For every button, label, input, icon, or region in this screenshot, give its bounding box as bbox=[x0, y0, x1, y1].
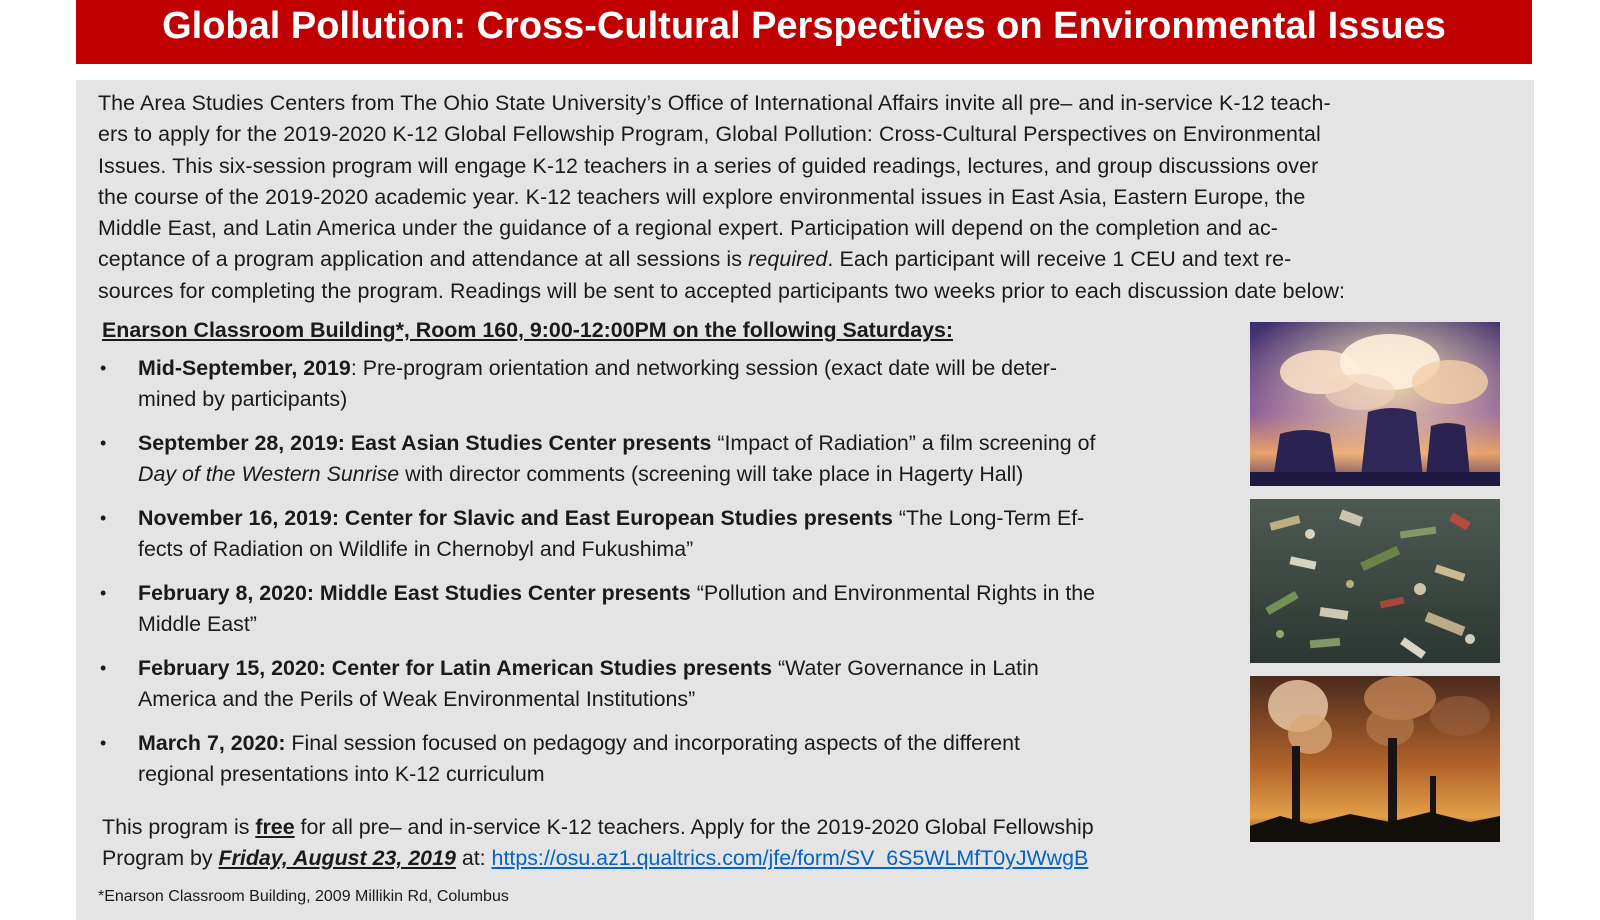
free-emphasis: free bbox=[255, 815, 295, 839]
intro-text: . Each participant will receive 1 CEU and text re- bbox=[827, 247, 1292, 272]
intro-text: ceptance of a program application and attendance at all sessions is bbox=[98, 247, 749, 272]
session-description: with director comments (screening will take place in Hagerty Hall) bbox=[399, 462, 1024, 486]
session-date: September 28, 2019: East Asian Studies Center presents bbox=[138, 431, 712, 455]
session-date: February 8, 2020: Middle East Studies Center presents bbox=[138, 581, 691, 605]
session-description: America and the Perils of Weak Environmental Institutions” bbox=[138, 687, 696, 711]
required-emphasis: required bbox=[748, 247, 828, 272]
session-description: “Water Governance in Latin bbox=[772, 656, 1039, 680]
bullet: • bbox=[100, 583, 107, 603]
apply-text: Program by bbox=[102, 846, 219, 870]
polluted-water-photo bbox=[1250, 499, 1500, 663]
intro-line: the course of the 2019-2020 academic year. K-12 teachers will explore environmental issues in East Asia, Eastern Europe, the bbox=[98, 184, 1306, 209]
intro-line: The Area Studies Centers from The Ohio State University’s Office of International Affairs invite all pre– and in-service K-12 teach- bbox=[98, 91, 1331, 115]
apply-text: at: bbox=[455, 846, 492, 870]
application-link[interactable]: https://osu.az1.qualtrics.com/jfe/form/SV_6S5WLMfT0yJWwgB bbox=[491, 846, 1089, 870]
session-description: mined by participants) bbox=[138, 387, 348, 411]
footnote: *Enarson Classroom Building, 2009 Millikin Rd, Columbus bbox=[98, 888, 509, 905]
intro-line: sources for completing the program. Readings will be sent to accepted participants two weeks prior to each discussion date below: bbox=[98, 278, 1346, 303]
intro-line: Issues. This six-session program will engage K-12 teachers in a series of guided readings, lectures, and group discussions over bbox=[98, 153, 1319, 178]
intro-line: ers to apply for the 2019-2020 K-12 Global Fellowship Program, Global Pollution: Cross-Cultural Perspectives on Environmental bbox=[98, 122, 1321, 147]
session-description: “Impact of Radiation” a film screening of bbox=[711, 431, 1096, 455]
bullet: • bbox=[100, 508, 107, 528]
session-description: Final session focused on pedagogy and incorporating aspects of the different bbox=[285, 731, 1020, 755]
apply-text: This program is bbox=[102, 815, 256, 839]
session-description: regional presentations into K-12 curriculum bbox=[138, 762, 545, 786]
cooling-towers-photo bbox=[1250, 322, 1500, 486]
film-title: Day of the Western Sunrise bbox=[138, 462, 400, 486]
session-date: Mid-September, 2019 bbox=[138, 356, 351, 380]
bullet: • bbox=[100, 658, 107, 678]
session-date: February 15, 2020: Center for Latin American Studies presents bbox=[138, 656, 773, 680]
session-description: Middle East” bbox=[138, 612, 257, 636]
deadline-date: Friday, August 23, 2019 bbox=[218, 846, 456, 870]
apply-text: for all pre– and in-service K-12 teachers. Apply for the 2019-2020 Global Fellowship bbox=[294, 815, 1094, 839]
venue-heading: Enarson Classroom Building*, Room 160, 9:00-12:00PM on the following Saturdays: bbox=[102, 318, 954, 342]
page-title: Global Pollution: Cross-Cultural Perspectives on Environmental Issues bbox=[76, 0, 1532, 64]
bullet: • bbox=[100, 433, 107, 453]
intro-paragraph bbox=[98, 88, 1518, 307]
session-description: : Pre-program orientation and networking session (exact date will be deter- bbox=[350, 356, 1058, 380]
apply-paragraph bbox=[102, 812, 1094, 874]
smokestacks-photo bbox=[1250, 676, 1500, 842]
session-date: November 16, 2019: Center for Slavic and East European Studies presents bbox=[138, 506, 893, 530]
bullet: • bbox=[100, 358, 107, 378]
session-date: March 7, 2020: bbox=[138, 731, 286, 755]
intro-line: Middle East, and Latin America under the guidance of a regional expert. Participation will depend on the completion and ac- bbox=[98, 216, 1278, 241]
bullet: • bbox=[100, 733, 107, 753]
intro-line bbox=[98, 244, 1518, 275]
session-description: fects of Radiation on Wildlife in Chernobyl and Fukushima” bbox=[138, 537, 694, 561]
session-description: “The Long-Term Ef- bbox=[892, 506, 1085, 530]
session-description: “Pollution and Environmental Rights in the bbox=[690, 581, 1096, 605]
